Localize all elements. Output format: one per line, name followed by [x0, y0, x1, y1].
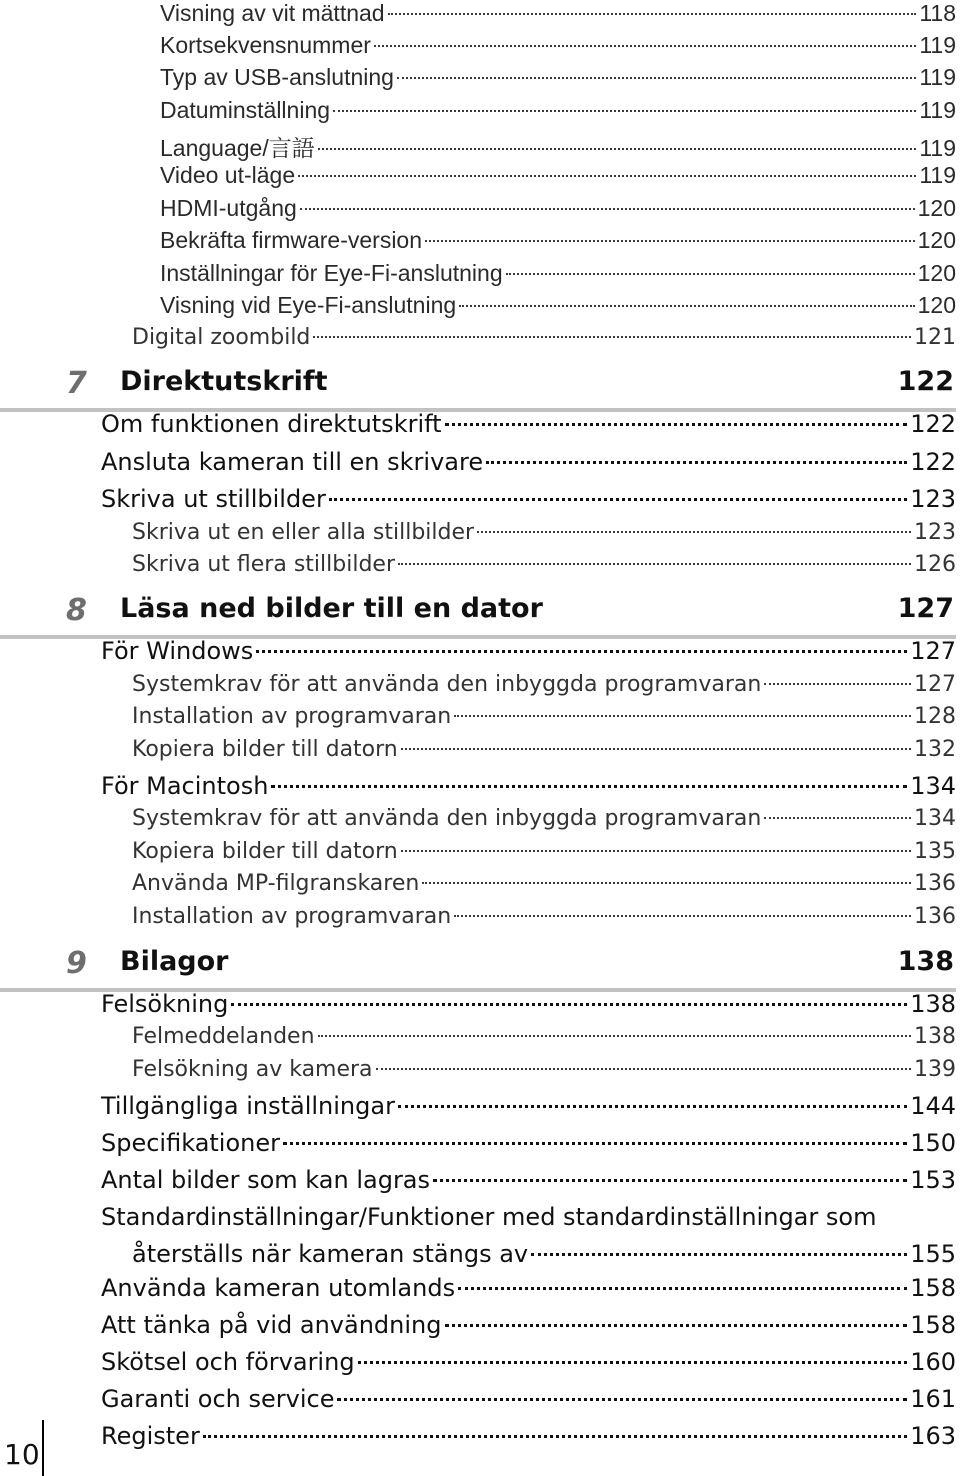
dot-leader [764, 683, 911, 685]
chapter-title: Läsa ned bilder till en dator [120, 593, 543, 624]
toc-entry-page: 120 [917, 195, 956, 221]
dot-leader [313, 336, 911, 338]
toc-entry-page: 128 [914, 704, 956, 729]
toc-entry[interactable] [0, 704, 956, 729]
dot-leader [425, 240, 915, 242]
toc-entry-page: 160 [910, 1348, 956, 1376]
toc-entry-page: 158 [910, 1311, 956, 1339]
dot-leader [477, 531, 911, 533]
dot-leader [764, 817, 911, 819]
dot-leader [358, 1361, 908, 1364]
toc-entry-title: Skriva ut flera stillbilder [132, 552, 395, 577]
toc-entry[interactable] [0, 672, 956, 697]
toc-entry-page: 161 [910, 1385, 956, 1413]
dot-leader [531, 1253, 907, 1256]
toc-entry-title: Kopiera bilder till datorn [132, 839, 398, 864]
toc-entry-page: 123 [914, 520, 956, 545]
toc-entry-page: 120 [917, 227, 956, 253]
dot-leader [486, 461, 907, 464]
toc-entry[interactable] [0, 97, 956, 124]
toc-entry[interactable] [0, 448, 956, 476]
chapter-number: 9 [66, 946, 87, 981]
toc-entry[interactable] [0, 1274, 956, 1302]
toc-entry-title: Bekräfta firmware-version [160, 227, 423, 253]
toc-entry[interactable] [0, 195, 956, 222]
toc-entry-title: För Macintosh [101, 772, 269, 800]
toc-entry-title: Language/言語 [160, 135, 315, 161]
dot-leader [318, 1035, 911, 1037]
toc-entry[interactable] [0, 1311, 956, 1339]
toc-entry-page: 163 [910, 1422, 956, 1450]
toc-entry[interactable] [0, 839, 956, 864]
toc-entry[interactable] [0, 806, 956, 831]
dot-leader [298, 175, 916, 177]
toc-entry-title: Garanti och service [101, 1385, 335, 1413]
toc-entry[interactable] [0, 1057, 956, 1082]
chapter-page: 138 [897, 946, 954, 977]
toc-entry-title: Installation av programvaran [132, 904, 452, 929]
toc-entry-title: Skötsel och förvaring [101, 1348, 355, 1376]
toc-entry-title: För Windows [101, 637, 254, 665]
toc-entry[interactable] [0, 227, 956, 254]
toc-entry[interactable] [0, 1092, 956, 1120]
toc-entry-page: 127 [910, 637, 956, 665]
toc-entry[interactable] [0, 772, 956, 800]
chapter-number: 8 [66, 593, 87, 628]
chapter-title: Direktutskrift [120, 366, 328, 397]
dot-leader [271, 785, 907, 788]
toc-entry-title: Installation av programvaran [132, 704, 452, 729]
toc-entry-page: 119 [919, 97, 956, 123]
toc-entry-title: Ansluta kameran till en skrivare [101, 448, 484, 476]
chapter-number: 7 [66, 366, 87, 401]
toc-entry-title: Felsökning [101, 990, 229, 1018]
toc-entry[interactable] [0, 552, 956, 577]
toc-entry[interactable] [0, 1422, 956, 1450]
toc-entry[interactable] [0, 0, 956, 27]
toc-entry-page: 158 [910, 1274, 956, 1302]
toc-entry-title: Att tänka på vid användning [101, 1311, 442, 1339]
toc-entry[interactable] [0, 130, 956, 163]
dot-leader [506, 273, 915, 275]
dot-leader [337, 1398, 907, 1401]
toc-entry[interactable] [0, 292, 956, 319]
toc-entry-page: 119 [919, 162, 956, 188]
toc-entry-page: 126 [914, 552, 956, 577]
toc-entry[interactable] [0, 990, 956, 1018]
toc-entry-title: Digital zoombild [132, 325, 311, 350]
toc-entry-title: Specifikationer [101, 1129, 281, 1157]
toc-entry-page: 139 [914, 1057, 956, 1082]
chapter-page: 122 [897, 366, 954, 397]
toc-entry-page: 132 [914, 737, 956, 762]
toc-entry[interactable] [0, 485, 956, 513]
toc-entry-page: 119 [919, 64, 956, 90]
toc-entry-page: 119 [919, 32, 956, 58]
toc-entry-page: 119 [919, 135, 956, 161]
toc-entry-page: 136 [914, 904, 956, 929]
dot-leader [445, 423, 908, 426]
toc-entry-title: återställs när kameran stängs av [132, 1240, 529, 1268]
toc-entry[interactable] [0, 410, 956, 438]
toc-entry[interactable] [0, 325, 956, 350]
toc-entry-page: 121 [914, 325, 956, 350]
toc-entry[interactable] [0, 520, 956, 545]
dot-leader [329, 498, 907, 501]
toc-entry[interactable] [0, 1240, 956, 1268]
toc-entry[interactable] [0, 637, 956, 665]
toc-entry-title: Visning vid Eye-Fi-anslutning [160, 292, 457, 318]
toc-entry[interactable] [0, 1024, 956, 1049]
toc-entry-title: Systemkrav för att använda den inbyggda programvaran [132, 806, 762, 831]
dot-leader [454, 915, 911, 917]
dot-leader [459, 305, 914, 307]
toc-entry-page: 120 [917, 292, 956, 318]
toc-entry[interactable] [0, 871, 956, 896]
dot-leader [231, 1003, 907, 1006]
dot-leader [398, 1105, 907, 1108]
toc-entry-title: Använda MP-filgranskaren [132, 871, 420, 896]
toc-entry-title: Tillgängliga inställningar [101, 1092, 395, 1120]
toc-entry-title: Skriva ut en eller alla stillbilder [132, 520, 475, 545]
toc-entry-title: Typ av USB-anslutning [160, 64, 394, 90]
toc-entry[interactable] [0, 904, 956, 929]
toc-entry[interactable] [0, 1166, 956, 1194]
toc-entry[interactable] [0, 737, 956, 762]
toc-entry-page: 138 [914, 1024, 956, 1049]
toc-entry-page: 123 [910, 485, 956, 513]
dot-leader [401, 850, 911, 852]
toc-entry-page: 134 [914, 806, 956, 831]
dot-leader [256, 650, 907, 653]
dot-leader [397, 77, 916, 79]
page-number-rule [42, 1420, 44, 1476]
toc-entry-title: Systemkrav för att använda den inbyggda programvaran [132, 672, 762, 697]
toc-entry-page: 150 [910, 1129, 956, 1157]
toc-entry-title: Felmeddelanden [132, 1024, 315, 1049]
toc-entry-title: Använda kameran utomlands [101, 1274, 456, 1302]
toc-entry[interactable] [0, 260, 956, 287]
toc-entry-title: Om funktionen direktutskrift [101, 410, 442, 438]
dot-leader [283, 1142, 907, 1145]
toc-entry-title: Felsökning av kamera [132, 1057, 373, 1082]
dot-leader [454, 715, 911, 717]
toc-entry-title-line1[interactable]: Standardinställningar/Funktioner med standardinställningar som [101, 1203, 877, 1231]
dot-leader [401, 748, 911, 750]
dot-leader [333, 110, 916, 112]
dot-leader [300, 208, 915, 210]
toc-entry[interactable] [0, 162, 956, 189]
toc-entry-title: Kortsekvensnummer [160, 32, 371, 58]
dot-leader [376, 1068, 911, 1070]
toc-entry-page: 120 [917, 260, 956, 286]
dot-leader [388, 13, 917, 15]
toc-entry[interactable] [0, 1348, 956, 1376]
toc-entry-title: Visning av vit mättnad [160, 0, 385, 26]
toc-entry-title: Antal bilder som kan lagras [101, 1166, 431, 1194]
dot-leader [374, 45, 916, 47]
chapter-page: 127 [897, 593, 954, 624]
toc-entry-title: Inställningar för Eye-Fi-anslutning [160, 260, 503, 286]
dot-leader [445, 1324, 908, 1327]
toc-entry-page: 134 [910, 772, 956, 800]
dot-leader [318, 148, 917, 150]
toc-entry[interactable] [0, 32, 956, 59]
toc-entry-title: Register [101, 1422, 200, 1450]
dot-leader [422, 882, 911, 884]
dot-leader [458, 1287, 907, 1290]
toc-entry-page: 144 [910, 1092, 956, 1120]
toc-entry-title: HDMI-utgång [160, 195, 297, 221]
toc-entry-page: 136 [914, 871, 956, 896]
toc-entry-page: 118 [919, 0, 956, 26]
dot-leader [433, 1179, 907, 1182]
chapter-title: Bilagor [120, 946, 229, 977]
toc-entry[interactable] [0, 1129, 956, 1157]
toc-entry-page: 122 [910, 448, 956, 476]
toc-entry-page: 127 [914, 672, 956, 697]
toc-entry-title: Datuminställning [160, 97, 331, 123]
toc-entry-page: 153 [910, 1166, 956, 1194]
toc-entry[interactable] [0, 1385, 956, 1413]
page-number: 10 [4, 1438, 40, 1471]
chapter-heading [0, 593, 956, 639]
toc-entry-page: 138 [910, 990, 956, 1018]
dot-leader [398, 563, 911, 565]
toc-entry-title: Skriva ut stillbilder [101, 485, 326, 513]
dot-leader [203, 1435, 907, 1438]
toc-entry-page: 155 [910, 1240, 956, 1268]
toc-entry-page: 122 [910, 410, 956, 438]
chapter-heading [0, 946, 956, 992]
chapter-heading [0, 366, 956, 412]
toc-entry-page: 135 [914, 839, 956, 864]
toc-entry[interactable] [0, 64, 956, 91]
toc-entry-title: Kopiera bilder till datorn [132, 737, 398, 762]
toc-entry-title: Video ut-läge [160, 162, 296, 188]
